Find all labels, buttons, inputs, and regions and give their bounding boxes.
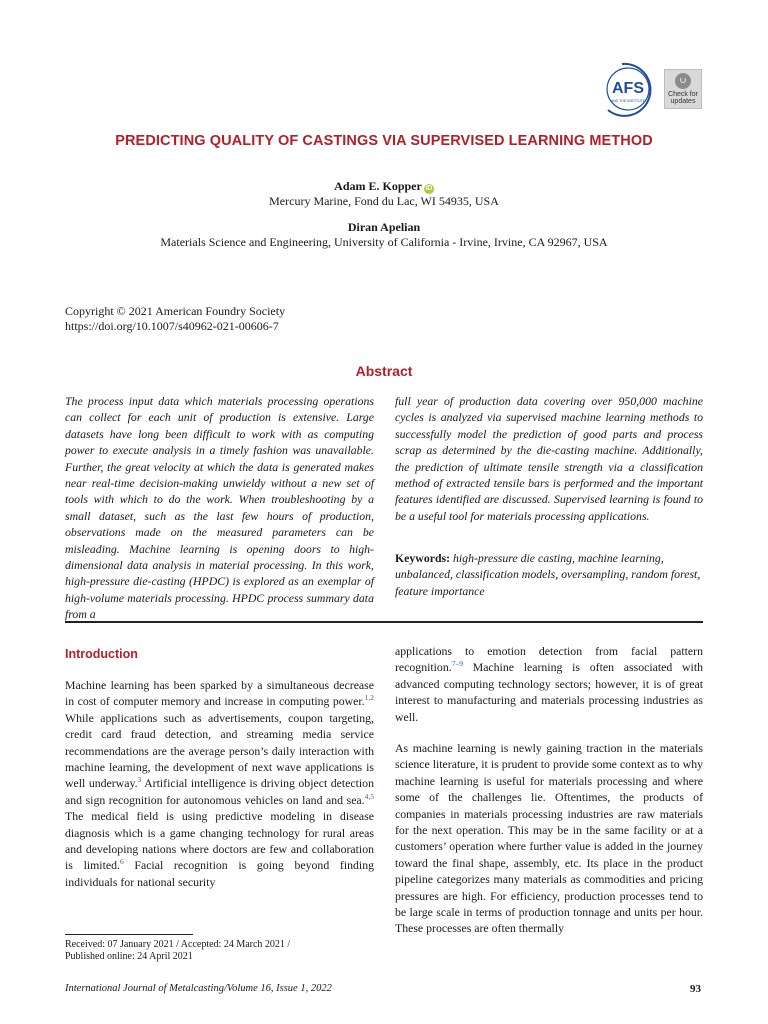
introduction-paragraph-2 [395,643,703,725]
abstract-right-column: full year of production data covering over 950,000 machine cycles is analyzed via supervised machine learning methods to successfully model the prediction of good parts and process scrap as determined by the die-casting machine. Additionally, the prediction of ultimate tensile strength via a classification method of extracted tensile bars is performed and the important features identified are discussed. Supervised learning is found to be a useful tool for materials processing applications. [395,394,703,523]
intro-text: Facial recognition is going beyond finding individuals for national security [65,858,374,889]
intro-text: The medical field is using predictive modeling in disease diagnosis which is a game changing technology for rural areas and developing nations where doctors are few and collaboration is limited. [65,809,374,873]
abstract-left-column: The process input data which materials processing operations can collect for each unit of production is extensive. Large datasets have long been difficult to work with as computing power to execute analysis in a timely fashion was unavailable. Further, the great velocity at which the data is generated makes near real-time decision-making unwieldy without a new set of tools with which to do the work. When troubleshooting by a small dataset, such as the last few hours of production, observations made on the measured parameters can be misleading. Machine learning is opening doors to high-dimensional data analysis in material processing. In this work, high-pressure die-casting (HPDC) is explored as an exemplar of high-volume materials processing. HPDC process summary data from a [65,394,374,622]
author-1 [0,179,768,194]
intro-text: Machine learning is often associated with advanced computing technology sectors; however, it is of great interest to manufacturing and materials processing industries as well. [395,660,703,724]
check-updates-line2: updates [670,98,696,105]
afs-logo-text: AFS [612,80,644,97]
footnote-line-1: Received: 07 January 2021 / Accepted: 24 March 2021 / [65,939,291,950]
abstract-heading: Abstract [355,363,413,379]
keywords [395,550,703,599]
footnote-line-2: Published online: 24 April 2021 [65,951,193,962]
intro-text: applications to emotion detection from facial pattern recognition. [395,644,703,675]
received-footnote [65,939,290,963]
footnote-rule [65,934,193,935]
paper-title: PREDICTING QUALITY OF CASTINGS VIA SUPERVISED LEARNING METHOD [115,133,653,149]
afs-logo-graphic [598,58,664,118]
author-1-name: Adam E. Kopper [334,179,422,193]
citation-ref[interactable]: 1,2 [364,693,374,703]
page-number: 93 [690,983,701,995]
keywords-list: high-pressure die casting, machine learning, unbalanced, classification models, oversampling, random forest, feature importance [395,551,701,598]
copyright-text: Copyright © 2021 American Foundry Society [65,304,286,318]
intro-text: While applications such as advertisements, coupon targeting, credit card fraud detection, and streaming media service recommendations are the average person’s daily interaction with machine learning, the development of next wave applications is well underway. [65,710,374,791]
introduction-paragraph-3: As machine learning is newly gaining traction in the materials science literature, it is prudent to provide some context as to why machine learning is useful for materials processing and where some of the challenges lie. Oftentimes, the products of companies in materials processing industries are raw materials for the next operation. This may be in the same facility or at a customers’ operation where further value is added in the journey toward the final shape, assembly, etc. Its place in the product pipeline categorizes many materials as commodities and pricing pressures are high. For efficiency, production processes tend to be large scale in terms of production tonnage and units per hour. These processes are often thermally [395,741,703,936]
orcid-icon[interactable]: iD [425,185,433,192]
doi-link[interactable]: https://doi.org/10.1007/s40962-021-00606-7 [65,319,279,333]
citation-ref[interactable]: 4,5 [364,791,374,801]
introduction-paragraph-1 [65,677,374,890]
journal-footer: International Journal of Metalcasting/Volume 16, Issue 1, 2022 [65,983,332,994]
afs-logo-subtext: AND THE INSTITUTE [610,99,646,103]
afs-logo [598,58,664,118]
check-updates-line1: Check for [668,91,698,98]
author-2-affiliation: Materials Science and Engineering, University of California - Irvine, Irvine, CA 92967, USA [160,235,608,249]
copyright-block [65,304,285,334]
intro-text: Machine learning has been sparked by a simultaneous decrease in cost of computer memory and increase in computing power. [65,678,374,709]
refresh-icon [675,73,691,89]
author-2-name: Diran Apelian [347,220,421,234]
keywords-label: Keywords: [395,551,451,565]
intro-text: Artificial intelligence is driving object detection and sign recognition for autonomous vehicles on land and sea. [65,776,374,807]
citation-ref[interactable]: 3 [137,775,142,785]
author-1-affiliation: Mercury Marine, Fond du Lac, WI 54935, USA [269,194,499,208]
section-divider [65,621,703,623]
introduction-heading: Introduction [65,647,138,661]
citation-ref[interactable]: 7–9 [451,659,463,669]
check-for-updates-badge[interactable] [664,69,702,109]
citation-ref[interactable]: 6 [119,857,124,867]
